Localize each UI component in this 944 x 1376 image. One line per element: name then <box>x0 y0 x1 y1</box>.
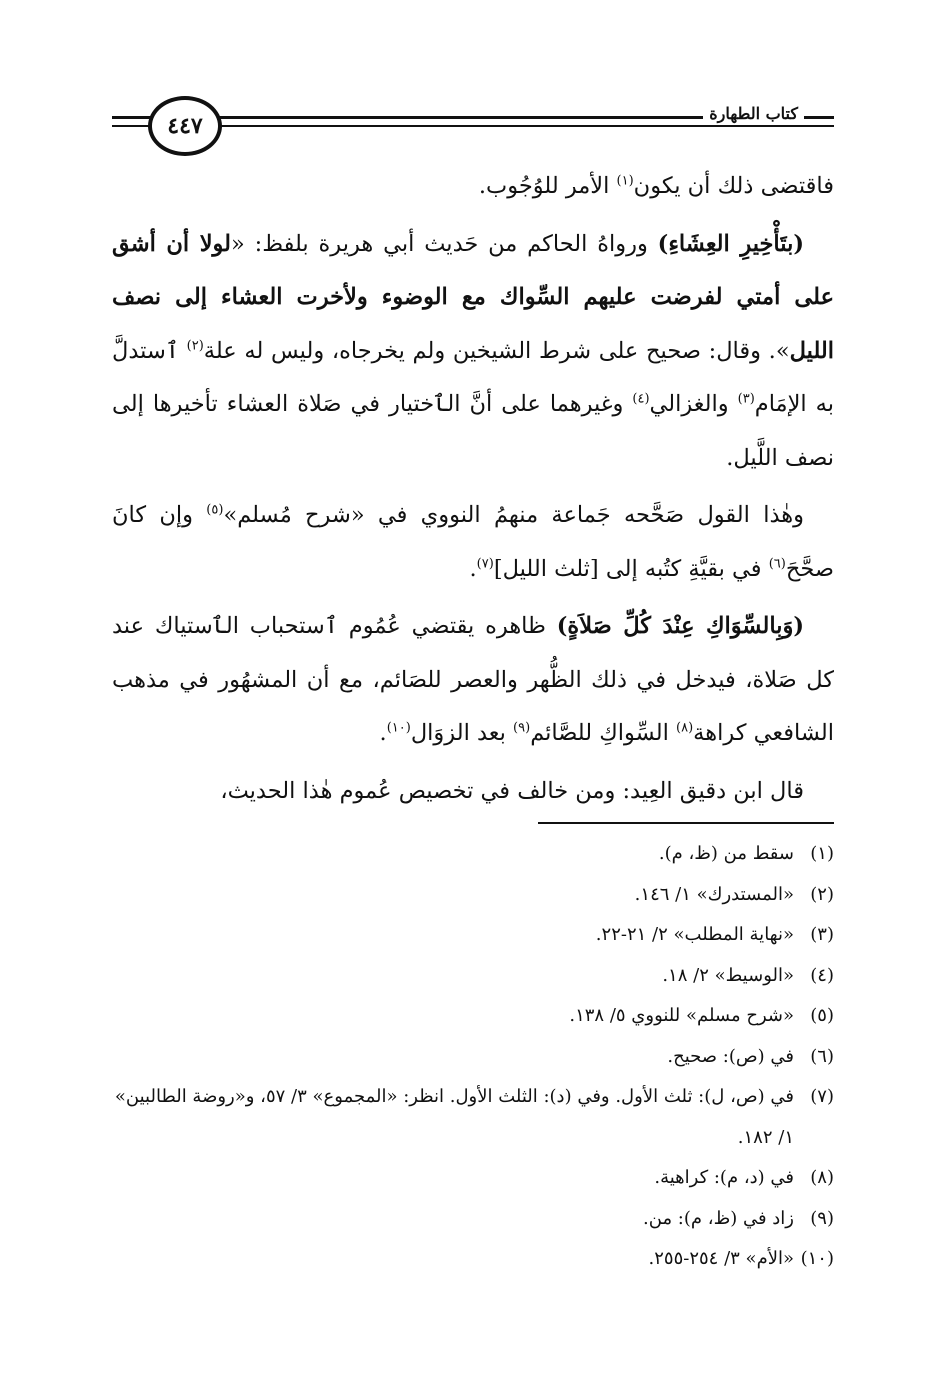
footnote-ref: (٢) <box>186 338 204 353</box>
paragraph-5 <box>112 765 834 819</box>
footnote <box>112 1199 834 1240</box>
footnote-number: (٨) <box>810 1167 834 1188</box>
text: قال ابن دقيق العِيد: ومن خالف في تخصيص عُموم هٰذا الحديث، <box>220 777 804 804</box>
text: السِّواكِ للصَّائم <box>530 720 676 746</box>
footnote <box>112 1239 834 1280</box>
footnote <box>112 1077 834 1158</box>
footnote-text: في (ص): صحيح. <box>667 1045 794 1067</box>
footnote-number: (٧) <box>810 1086 834 1107</box>
text: . <box>469 555 477 582</box>
footnote-text: سقط من (ظ، م). <box>658 843 794 864</box>
footnote-ref: (٧) <box>476 556 494 571</box>
text: . <box>379 720 387 746</box>
hadith-quote: لولا أن أشق على أمتي لفرضت عليهم السِّواك مع الوضوء ولأخرت العشاء إلى نصف الليل <box>112 230 834 364</box>
footnote <box>112 996 834 1037</box>
paragraph-4 <box>112 600 834 761</box>
footnote-number: (٦) <box>810 1045 834 1067</box>
footnote-number: (٩) <box>810 1207 834 1229</box>
footnotes <box>112 834 834 1280</box>
text: فاقتضى ذلك أن يكون <box>633 173 834 199</box>
footnote-ref: (٣) <box>737 391 755 407</box>
paragraph-2 <box>112 218 834 486</box>
footnote-number: (١) <box>810 843 834 864</box>
footnote-text: في (د، م): كراهية. <box>654 1167 794 1188</box>
lemma: (بتَأْخِيرِ العِشَاءِ) <box>657 230 804 257</box>
text: ». وقال: صحيح على شرط الشيخين ولم يخرجاه، وليس له علة <box>203 337 790 364</box>
footnote-number: (١٠) <box>800 1248 834 1269</box>
footnote-ref: (٩) <box>513 720 531 736</box>
text: ظاهره يقتضي عُمُوم ٱستحباب الٱستياك عند كل صَلاة، فيدخل في ذلك الظُّهر والعصر للصَائم، مع أن المشهُور في مذهب الشافعي كراهة <box>112 613 834 746</box>
footnote-ref: (٤) <box>632 391 650 407</box>
footnote <box>112 1158 834 1199</box>
footnote-separator <box>538 822 834 824</box>
text: وإن كانَ صحَّحَ <box>112 502 834 582</box>
main-text <box>112 160 834 818</box>
footnote-ref: (١٠) <box>386 720 411 736</box>
footnote-ref: (١) <box>616 173 634 189</box>
text: والغزالي <box>649 391 738 417</box>
text: ٱستدلَّ به الإمَام <box>112 337 834 417</box>
paragraph-3 <box>112 489 834 596</box>
footnote-text: «الوسيط» ٢/ ١٨. <box>662 964 794 986</box>
footnote-number: (٤) <box>810 964 834 986</box>
footnote-text: «الأم» ٣/ ٢٥٤-٢٥٥. <box>648 1248 794 1269</box>
text: الأمر للوُجُوب. <box>478 173 617 199</box>
footnote <box>112 834 834 875</box>
footnote-text: زاد في (ظ، م): من. <box>643 1207 794 1229</box>
footnote-text: في (ص، ل): ثلث الأول. وفي (د): الثلث الأول. انظر: «المجموع» ٣/ ٥٧، و«روضة الطالبين» ١/ ١٨٢. <box>114 1086 794 1148</box>
footnote-ref: (٨) <box>676 720 694 736</box>
text: وغيرهما على أنَّ الٱختيار في صَلاة العشاء تأخيرها إلى نصف اللَّيل. <box>112 391 834 471</box>
text: وهٰذا القول صَحَّحه جَماعة منهمُ النووي في «شرح مُسلم» <box>223 502 804 528</box>
footnote-ref: (٦) <box>768 556 786 571</box>
text: في بقيَّةِ كتُبه إلى [ثلث الليل] <box>493 555 769 582</box>
footnote <box>112 956 834 997</box>
footnote-number: (٢) <box>810 883 834 905</box>
footnote <box>112 915 834 956</box>
footnote <box>112 1037 834 1078</box>
footnote-number: (٣) <box>810 924 834 945</box>
footnote-text: «نهاية المطلب» ٢/ ٢١-٢٢. <box>595 924 794 945</box>
footnote-text: «المستدرك» ١/ ١٤٦. <box>634 883 794 905</box>
page-number: ٤٤٧ <box>148 96 222 156</box>
footnote-number: (٥) <box>810 1005 834 1026</box>
lemma: (وَبِالسِّوَاكِ عِنْدَ كُلِّ صَلاَةٍ) <box>556 613 804 639</box>
page-header <box>112 92 834 154</box>
text: ورواهُ الحاكم من حَديث أبي هريرة بلفظ: « <box>231 230 658 257</box>
footnote-ref: (٥) <box>206 502 224 518</box>
footnote-text: «شرح مسلم» للنووي ٥/ ١٣٨. <box>569 1005 794 1026</box>
running-title: كتاب الطهارة <box>703 104 804 123</box>
paragraph-1 <box>112 160 834 214</box>
text: بعد الزوَال <box>410 720 514 746</box>
footnote <box>112 875 834 916</box>
